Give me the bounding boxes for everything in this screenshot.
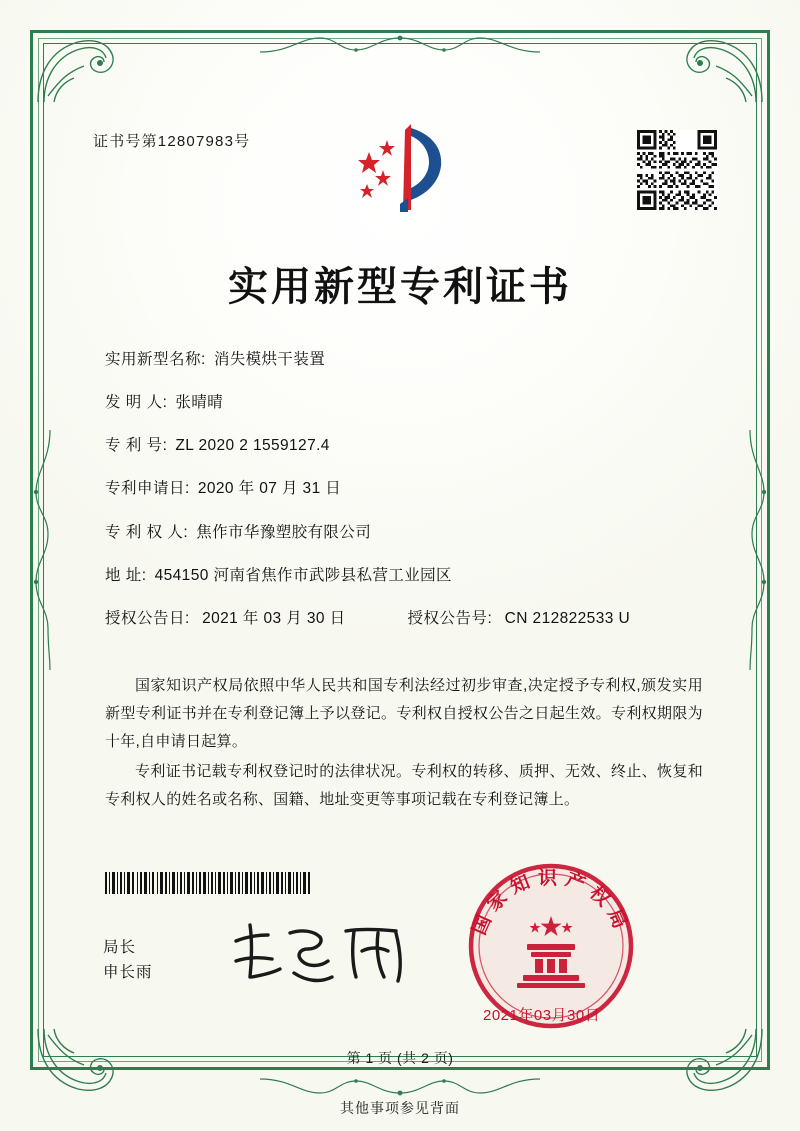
field-row-patent-number [105,436,705,456]
field-row-grant-publication [105,609,705,629]
field-label: 地 址: [105,566,147,584]
seal-date: 2021年03月30日 [483,1007,601,1024]
field-value: 454150 河南省焦作市武陟县私营工业园区 [154,566,452,584]
field-value: 消失模烘干装置 [213,351,326,368]
edge-ornament-icon [260,1073,540,1099]
body-paragraph-1: 国家知识产权局依照中华人民共和国专利法经过初步审查,决定授予专利权,颁发实用新型专利证书并在专利登记簿上予以登记。专利权自授权公告之日起生效。专利权期限为十年,自申请日起算。 [105,677,703,750]
director-label: 局长 [103,939,137,956]
page-title: 实用新型专利证书 [228,263,572,310]
field-value: CN 212822533 U [504,609,631,627]
director-block [103,935,153,985]
field-row-patentee [105,523,705,543]
corner-ornament-icon [34,34,122,106]
grant-date-segment [105,609,346,629]
field-label: 实用新型名称: [105,351,206,368]
field-row-inventor [105,393,705,413]
field-value: 张晴晴 [175,394,224,412]
field-label: 授权公告号: [407,609,493,627]
handwritten-signature-icon [228,915,418,995]
corner-ornament-icon [678,34,766,106]
barcode [105,872,310,894]
page-indicator: 第 1 页 (共 2 页) [346,1050,454,1066]
field-label: 专利申请日: [105,480,190,498]
field-value: 2020 年 07 月 31 日 [197,480,342,498]
certificate-number: 证书号第12807983号 [93,133,251,150]
field-row-address [105,566,705,586]
field-value: 2021 年 03 月 30 日 [202,609,346,627]
field-label: 发 明 人: [105,394,168,412]
svg-text:国家知识产权局: 国家知识产权局 [468,867,634,939]
body-paragraph-2: 专利证书记载专利权登记时的法律状况。专利权的转移、质押、无效、终止、恢复和专利权人的姓名或名称、国籍、地址变更等事项记载在专利登记簿上。 [105,763,703,808]
field-label: 专 利 权 人: [105,523,189,541]
certificate-fields [105,350,705,652]
field-row-application-date [105,479,705,499]
edge-ornament-icon [30,430,56,670]
director-name: 申长雨 [103,964,153,981]
cnipa-logo-icon [345,118,467,222]
certificate-body-text [105,672,703,816]
edge-ornament-icon [260,32,540,58]
field-value: 焦作市华豫塑胶有限公司 [196,523,372,541]
publication-number-segment [408,609,631,629]
field-label: 授权公告日: [105,609,190,627]
bottom-note: 其他事项参见背面 [340,1100,460,1116]
field-label: 专 利 号: [105,437,168,455]
field-value: ZL 2020 2 1559127.4 [175,437,330,455]
edge-ornament-icon [744,430,770,670]
qr-code [637,130,717,210]
field-row-invention-name [105,350,705,370]
